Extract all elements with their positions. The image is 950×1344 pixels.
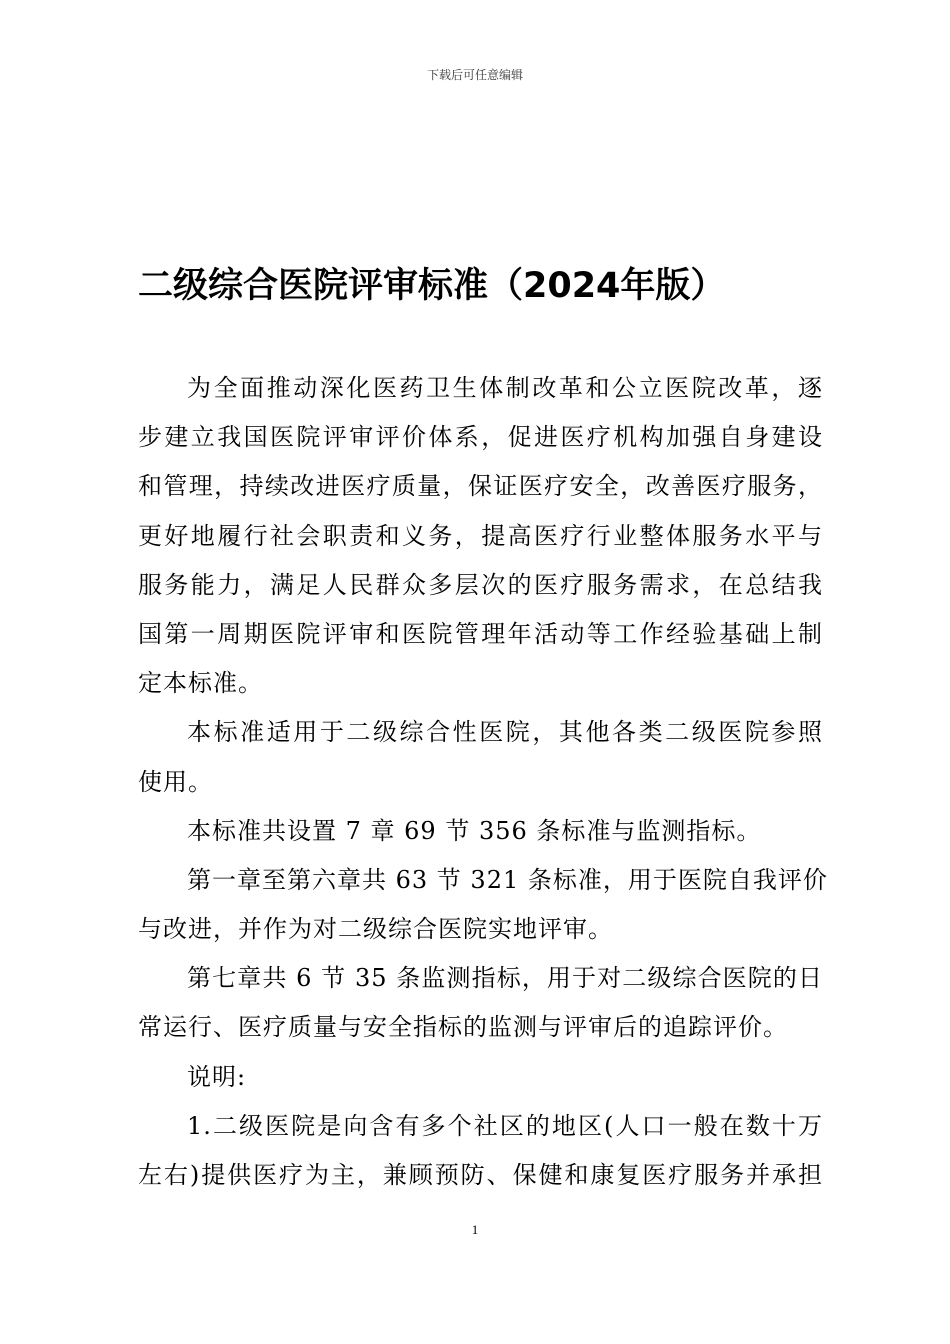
body-line: 步建立我国医院评审评价体系，促进医疗机构加强自身建设	[138, 423, 823, 452]
body-line: 第七章共 6 节 35 条监测指标，用于对二级综合医院的日	[187, 964, 823, 993]
body-line: 国第一周期医院评审和医院管理年活动等工作经验基础上制	[138, 619, 823, 648]
body-line: 常运行、医疗质量与安全指标的监测与评审后的追踪评价。	[138, 1013, 788, 1042]
page-number: 1	[471, 1222, 479, 1237]
body-line: 使用。	[138, 767, 213, 796]
body-line: 本标准共设置 7 章 69 节 356 条标准与监测指标。	[187, 816, 762, 845]
body-line: 本标准适用于二级综合性医院，其他各类二级医院参照	[187, 718, 823, 747]
body-line: 1.二级医院是向含有多个社区的地区(人口一般在数十万	[187, 1111, 823, 1140]
body-line: 定本标准。	[138, 669, 263, 698]
body-line: 和管理，持续改进医疗质量，保证医疗安全，改善医疗服务，	[138, 472, 823, 501]
body-line: 第一章至第六章共 63 节 321 条标准，用于医院自我评价	[187, 865, 828, 894]
body-line: 为全面推动深化医药卫生体制改革和公立医院改革，逐	[187, 374, 823, 402]
body-line: 说明:	[187, 1062, 247, 1091]
body-line: 与改进，并作为对二级综合医院实地评审。	[138, 915, 613, 944]
body-line: 左右)提供医疗为主，兼顾预防、保健和康复医疗服务并承担	[138, 1161, 823, 1189]
body-line: 服务能力，满足人民群众多层次的医疗服务需求，在总结我	[138, 570, 823, 599]
body-line: 更好地履行社会职责和义务，提高医疗行业整体服务水平与	[138, 521, 823, 550]
page-header: 下载后可任意编辑	[426, 68, 523, 82]
body-text	[138, 364, 828, 1200]
document-title: 二级综合医院评审标准（2024年版）	[138, 266, 726, 306]
